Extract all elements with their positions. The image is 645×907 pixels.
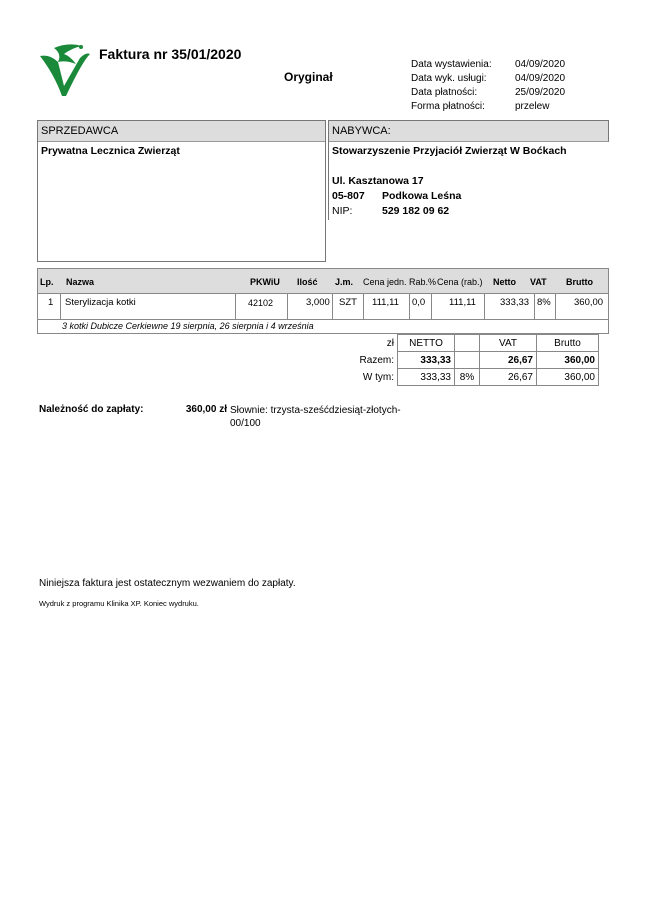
- col-price: Cena jedn.: [363, 277, 407, 287]
- buyer-postal: 05-807: [332, 190, 365, 202]
- due-amount: 360,00 zł: [185, 404, 227, 415]
- row-gross: 360,00: [574, 297, 604, 308]
- col-vat: VAT: [530, 277, 547, 287]
- clinic-logo-icon: [36, 40, 92, 98]
- buyer-nip-label: NIP:: [332, 205, 353, 217]
- col-net: Netto: [493, 277, 516, 287]
- row-name: Sterylizacja kotki: [65, 297, 136, 308]
- date-value: 25/09/2020: [515, 87, 566, 98]
- buyer-header: NABYWCA:: [329, 121, 609, 142]
- invoice-title: Faktura nr 35/01/2020: [99, 46, 242, 62]
- row-vat: 8%: [537, 297, 551, 308]
- seller-header: SPRZEDAWCA: [38, 121, 325, 142]
- date-label: Forma płatności:: [411, 101, 485, 112]
- amount-due: [39, 404, 401, 430]
- due-words-cont: 00/100: [230, 418, 261, 429]
- row-lp: 1: [48, 297, 54, 308]
- col-qty: Ilość: [297, 277, 318, 287]
- row-price: 111,11: [372, 297, 399, 308]
- buyer-box: [328, 120, 609, 220]
- incl-rate: 8%: [455, 369, 480, 386]
- due-label: Należność do zapłaty:: [39, 404, 144, 415]
- date-value: 04/09/2020: [515, 73, 566, 84]
- col-unit: J.m.: [335, 277, 354, 287]
- buyer-nip: 529 182 09 62: [382, 205, 450, 217]
- col-price-after: Cena (rab.): [437, 277, 483, 287]
- total-label: Razem:: [359, 354, 394, 366]
- due-words: Słownie: trzysta-sześćdziesiąt-złotych-: [230, 405, 401, 416]
- incl-vat: 26,67: [480, 369, 537, 386]
- col-pkwiu: PKWiU: [250, 277, 280, 287]
- row-qty: 3,000: [306, 297, 330, 308]
- footer-notice: Niniejsza faktura jest ostatecznym wezwaniem do zapłaty.: [39, 578, 296, 589]
- summary-table: [339, 334, 599, 386]
- items-table: [37, 268, 609, 334]
- row-disc: 0,0: [412, 297, 426, 308]
- invoice-dates: [411, 58, 565, 114]
- total-net: 333,33: [398, 352, 455, 369]
- items-header: [38, 269, 608, 293]
- row-net: 333,33: [500, 297, 530, 308]
- date-label: Data wystawienia:: [411, 59, 492, 70]
- table-row: [38, 293, 608, 319]
- original-label: Oryginał: [284, 70, 333, 84]
- buyer-name: Stowarzyszenie Przyjaciół Zwierząt W Boćkach: [332, 145, 567, 157]
- date-label: Data wyk. usługi:: [411, 73, 487, 84]
- date-value: 04/09/2020: [515, 59, 566, 70]
- buyer-city: Podkowa Leśna: [382, 190, 462, 202]
- col-name: Nazwa: [66, 277, 95, 287]
- incl-gross: 360,00: [537, 369, 599, 386]
- total-vat: 26,67: [480, 352, 537, 369]
- brutto-header: Brutto: [537, 335, 599, 352]
- row-pkwiu: 42102: [248, 298, 274, 308]
- row-note: 3 kotki Dubicze Cerkiewne 19 sierpnia, 26 sierpnia i 4 września: [38, 319, 608, 333]
- total-gross: 360,00: [537, 352, 599, 369]
- seller-box: [37, 120, 326, 262]
- col-disc: Rab.%: [409, 277, 437, 287]
- col-gross: Brutto: [566, 277, 593, 287]
- incl-label: W tym:: [362, 371, 394, 383]
- vat-header: VAT: [480, 335, 537, 352]
- seller-name: Prywatna Lecznica Zwierząt: [41, 145, 180, 157]
- date-value: przelew: [515, 101, 550, 112]
- footer-print-note: Wydruk z programu Klinika XP. Koniec wydruku.: [39, 599, 199, 608]
- incl-net: 333,33: [398, 369, 455, 386]
- netto-header: NETTO: [398, 335, 455, 352]
- row-price-after: 111,11: [449, 297, 476, 308]
- col-lp: Lp.: [40, 277, 54, 287]
- row-unit: SZT: [339, 297, 357, 308]
- date-label: Data płatności:: [411, 87, 478, 98]
- currency-label: zł: [386, 337, 394, 349]
- buyer-street: Ul. Kasztanowa 17: [332, 175, 424, 187]
